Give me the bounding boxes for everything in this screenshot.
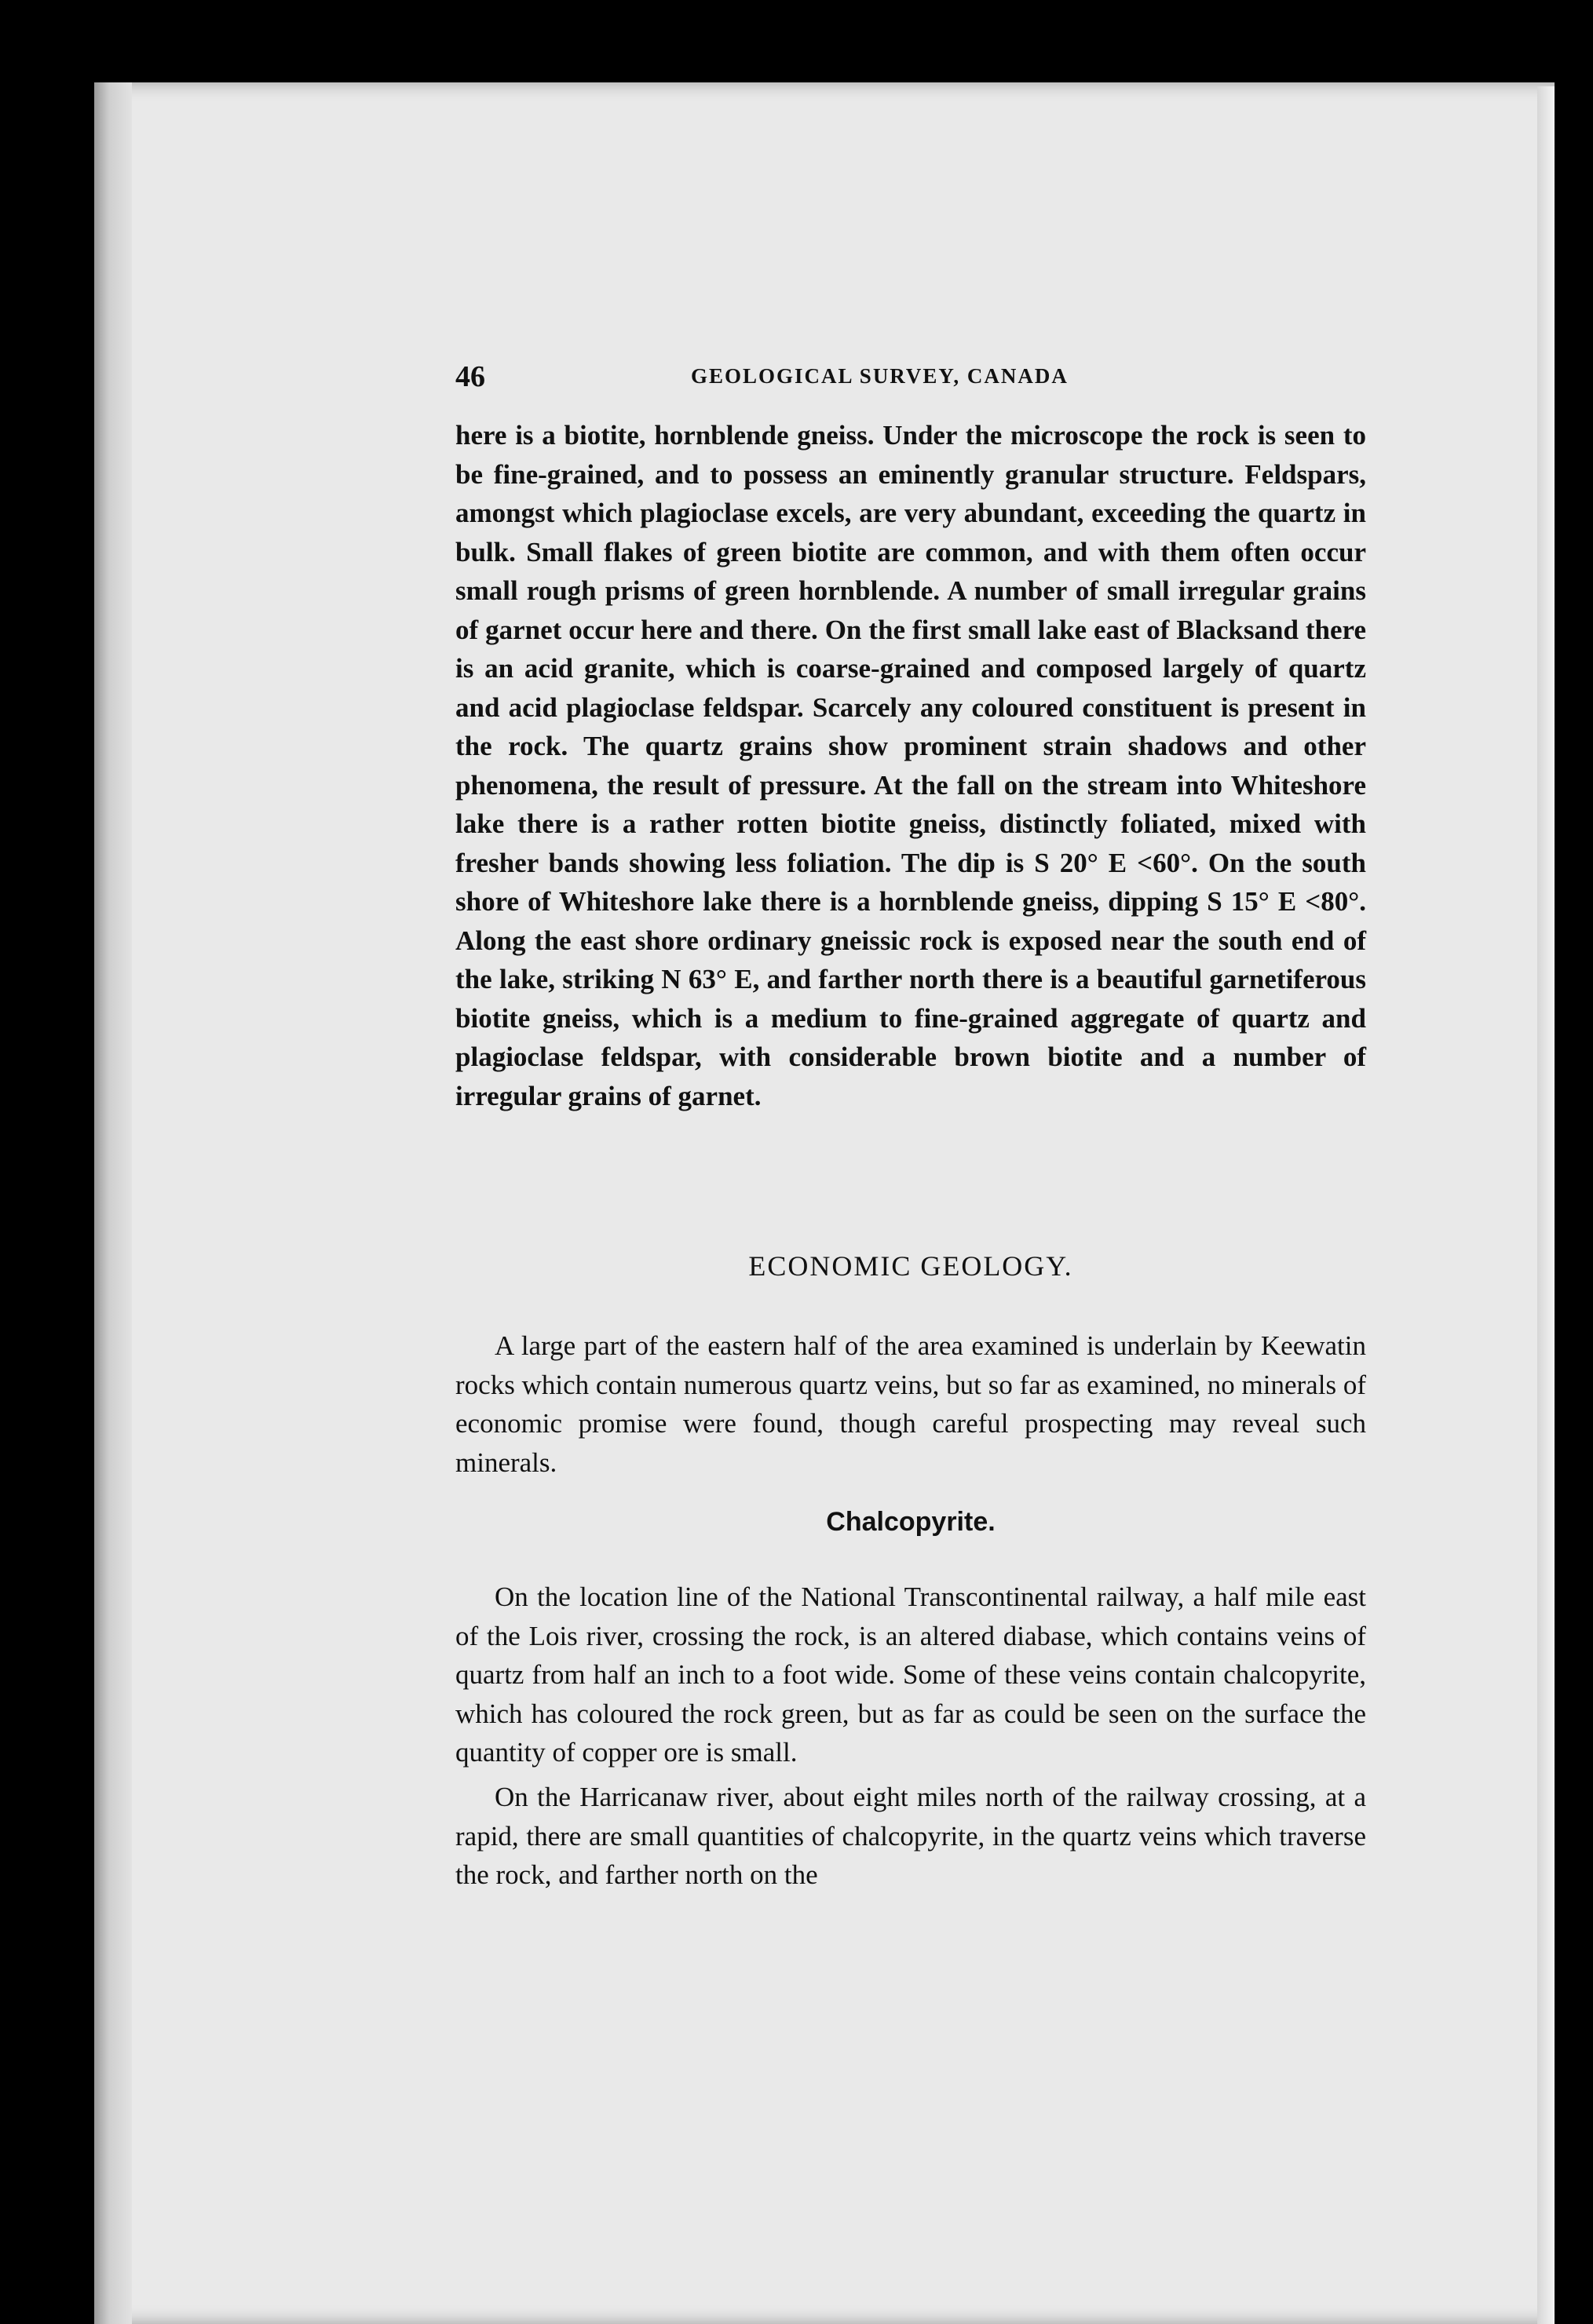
running-head: GEOLOGICAL SURVEY, CANADA — [691, 364, 1069, 388]
page-edge — [1537, 86, 1555, 2324]
page-number: 46 — [455, 360, 485, 393]
body-paragraph-4 — [455, 1778, 1366, 1895]
section-heading: ECONOMIC GEOLOGY. — [748, 1250, 1073, 1282]
sub-heading: Chalcopyrite. — [826, 1507, 996, 1537]
book-spine — [94, 82, 132, 2324]
body-paragraph-1 — [455, 416, 1366, 1115]
paragraph-2-text: A large part of the eastern half of the area examined is underlain by Keewatin rocks which contain numerous quartz veins, but so far as examined, no minerals of economic promise were found, though careful prospecting may reveal such minerals. — [455, 1330, 1366, 1478]
body-paragraph-2 — [455, 1326, 1366, 1482]
page-header — [455, 359, 1452, 399]
paragraph-1-text: here is a biotite, hornblende gneiss. Under the microscope the rock is seen to be fine-grained, and to possess an eminently granular structure. Feldspars, amongst which plagioclase excels, are very abundant, exceeding the quartz in bulk. Small flakes of green biotite are common, and with them often occur small rough prisms of green hornblende. A number of small irregular grains of garnet occur here and there. On the first small lake east of Blacksand there is an acid granite, which is coarse-grained and composed largely of quartz and acid plagioclase feldspar. Scarcely any coloured constituent is present in the rock. The quartz grains show prominent strain shadows and other phenomena, the result of pressure. At the fall on the stream into Whiteshore lake there is a rather rotten biotite gneiss, distinctly foliated, mixed with fresher bands showing less foliation. The dip is S 20° E <60°. On the south shore of Whiteshore lake there is a hornblende gneiss, dipping S 15° E <80°. Along the east shore ordinary gneissic rock is exposed near the south end of the lake, striking N 63° E, and farther north there is a beautiful garnetiferous biotite gneiss, which is a medium to fine-grained aggregate of quartz and plagioclase feldspar, with considerable brown biotite and a number of irregular grains of garnet. — [455, 420, 1366, 1111]
body-paragraph-3 — [455, 1578, 1366, 1772]
paragraph-4-text: On the Harricanaw river, about eight miles north of the railway crossing, at a rapid, there are small quantities of chalcopyrite, in the quartz veins which traverse the rock, and farther north on the — [455, 1782, 1366, 1890]
paragraph-3-text: On the location line of the National Transcontinental railway, a half mile east of the Lois river, crossing the rock, is an altered diabase, which contains veins of quartz from half an inch to a foot wide. Some of these veins contain chalcopyrite, which has coloured the rock green, but as far as could be seen on the surface the quantity of copper ore is small. — [455, 1582, 1366, 1768]
